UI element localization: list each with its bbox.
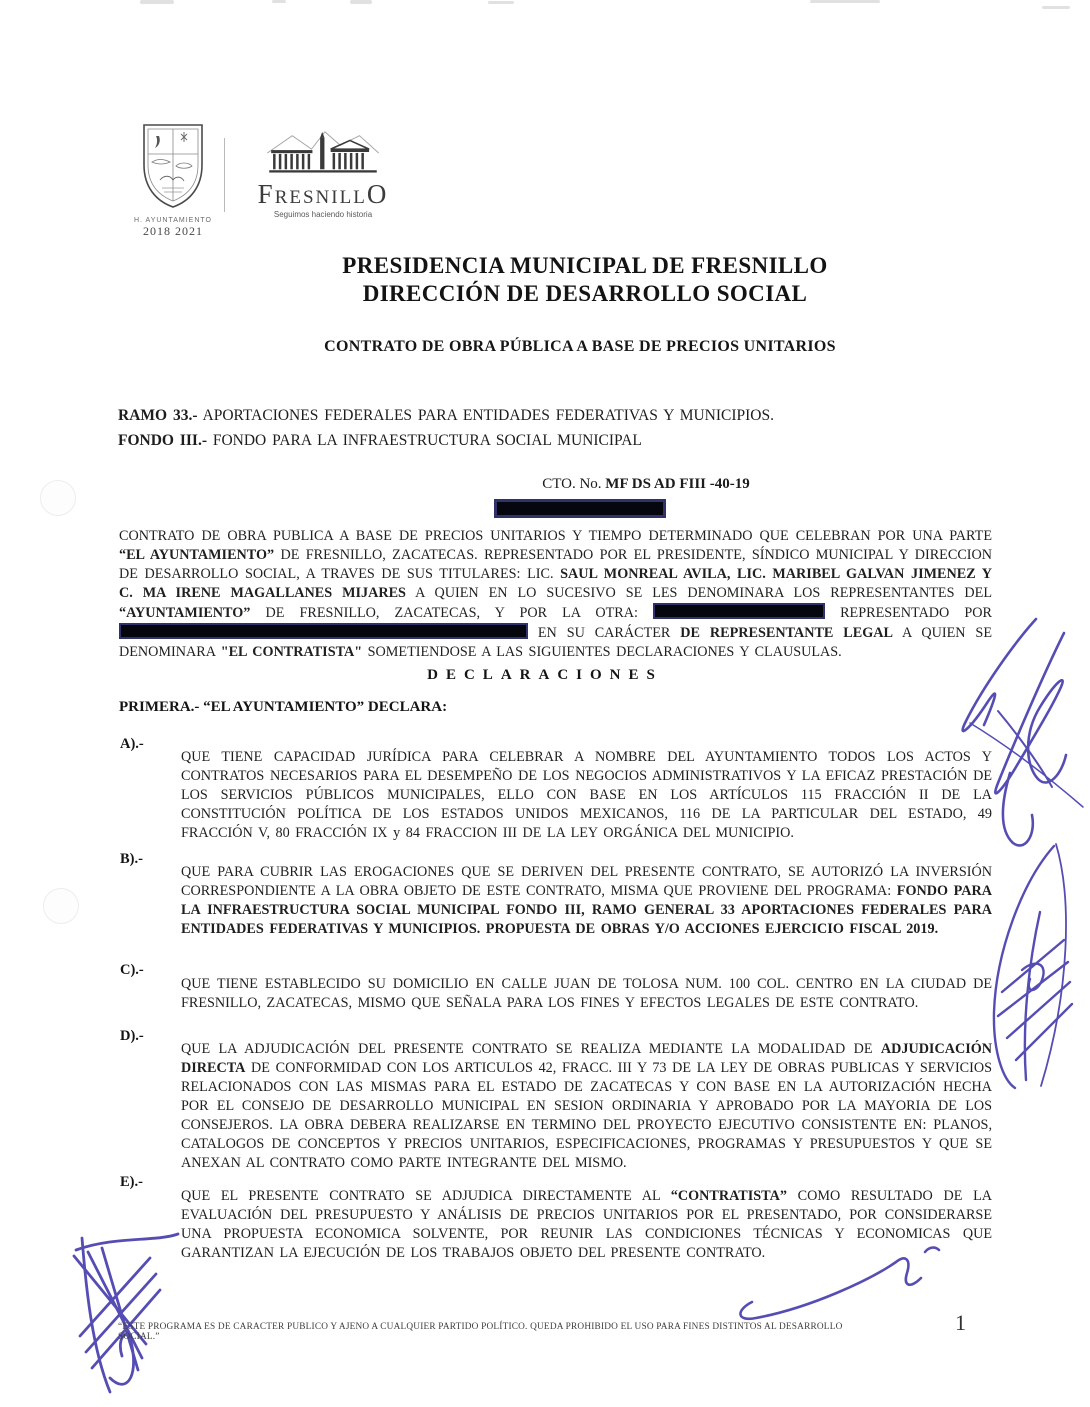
signature-ink-1	[940, 615, 1090, 853]
shield-caption: H. AYUNTAMIENTO	[133, 217, 212, 224]
program-block	[118, 404, 992, 453]
scan-artifact	[488, 1, 514, 4]
scan-artifact	[1042, 6, 1070, 9]
document-subtitle: CONTRATO DE OBRA PÚBLICA A BASE DE PRECIOS UNITARIOS	[324, 338, 836, 355]
redaction-bar	[653, 603, 825, 619]
scan-artifact	[350, 0, 372, 4]
logo-divider	[224, 138, 225, 212]
item-label-b: B).-	[120, 851, 143, 867]
document-title	[80, 252, 1090, 308]
page-number: 1	[955, 1310, 966, 1335]
scan-artifact	[272, 0, 286, 3]
scan-artifact	[140, 0, 174, 4]
ramo-line: RAMO 33.- APORTACIONES FEDERALES PARA ENTIDADES FEDERATIVAS Y MUNICIPIOS.	[118, 407, 774, 424]
shield-caption-years: 2018 2021	[143, 224, 203, 238]
contract-number: MF DS AD FIII -40-19	[605, 476, 750, 492]
colonnade-icon	[264, 128, 382, 176]
brand-name: FRESNILLO	[257, 179, 389, 209]
item-text-a: QUE TIENE CAPACIDAD JURÍDICA PARA CELEBRAR A NOMBRE DEL AYUNTAMIENTO TODOS LOS ACTOS Y CONTRATOS NECESARIOS PARA EL DESEMPEÑO DE LOS NEGOCIOS ADMINISTRATIVOS Y LA EFICAZ PRESTACIÓN DE LOS SERVICIOS PÚBLICOS MUNICIPALES, ELLO CON BASE EN LOS ARTÍCULOS 115 FRACCIÓN II DE LA CONSTITUCIÓN POLÍTICA DE LOS ESTADOS UNIDOS MEXICANOS, 116 DE LA PARTICULAR DEL ESTADO, 49 FRACCIÓN V, 80 FRACCIÓN IX y 84 FRACCION III DE LA LEY ORGÁNICA DEL MUNICIPIO.	[181, 749, 992, 841]
primera-heading: PRIMERA.- “EL AYUNTAMIENTO” DECLARA:	[119, 699, 448, 715]
item-label-c: C).-	[120, 962, 144, 978]
redaction-bar	[494, 499, 666, 518]
fondo-line: FONDO III.- FONDO PARA LA INFRAESTRUCTURA SOCIAL MUNICIPAL	[118, 431, 642, 449]
signature-ink-3	[48, 1226, 206, 1401]
scan-artifact	[810, 0, 880, 3]
title-line-1: PRESIDENCIA MUNICIPAL DE FRESNILLO	[342, 253, 828, 278]
fresnillo-logo	[238, 128, 408, 219]
hole-punch-mark	[40, 480, 76, 516]
item-text-d: QUE LA ADJUDICACIÓN DEL PRESENTE CONTRATO SE REALIZA MEDIANTE LA MODALIDAD DE ADJUDICACIÓN DIRECTA DE CONFORMIDAD CON LOS ARTICULOS 42, FRACC. III Y 73 DE LA LEY DE OBRAS PUBLICAS Y SERVICIOS RELACIONADOS CON LAS MISMAS PARA EL ESTADO DE ZACATECAS Y CON BASE EN LA AUTORIZACIÓN HECHA POR EL CONSEJO DE DESARROLLO MUNICIPAL EN SESION ORDINARIA Y APROBADO POR LA MAYORIA DE LOS CONSEJEROS. LA OBRA DEBERA REALIZARSE EN TERMINO DEL PROYECTO EJECUTIVO CONSISTENTE EN: PLANOS, CATALOGOS DE CONCEPTOS Y PRECIOS UNITARIOS, ESPECIFICACIONES, PROGRAMAS Y PRESUPUESTOS Y QUE SE ANEXAN AL CONTRATO COMO PARTE INTEGRANTE DEL MISMO.	[181, 1041, 992, 1171]
brand-tagline: Seguimos haciendo historia	[273, 210, 373, 219]
intro-paragraph: CONTRATO DE OBRA PUBLICA A BASE DE PRECIOS UNITARIOS Y TIEMPO DETERMINADO QUE CELEBRAN POR UNA PARTE “EL AYUNTAMIENTO” DE FRESNILLO, ZACATECAS. REPRESENTADO POR EL PRESIDENTE, SÍNDICO MUNICIPAL Y DIRECCION DE DESARROLLO SOCIAL, A TRAVES DE SUS TITULARES: LIC. SAUL MONREAL AVILA, LIC. MARIBEL GALVAN JIMENEZ Y C. MA IRENE MAGALLANES MIJARES A QUIEN EN LO SUCESIVO SE LES DENOMINARA LOS REPRESENTANTES DEL “AYUNTAMIENTO” DE FRESNILLO, ZACATECAS, Y POR LA OTRA: REPRESENTADO POR EN SU CARÁCTER DE REPRESENTANTE LEGAL A QUIEN SE DENOMINARA "EL CONTRATISTA" SOMETIENDOSE A LAS SIGUIENTES DECLARACIONES Y CLAUSULAS.	[119, 528, 992, 660]
redaction-bar	[119, 623, 528, 639]
declaraciones-heading: DECLARACIONES	[427, 667, 663, 683]
item-label-e: E).-	[120, 1174, 143, 1190]
item-text-b: QUE PARA CUBRIR LAS EROGACIONES QUE SE DERIVEN DEL PRESENTE CONTRATO, SE AUTORIZÓ LA INVERSIÓN CORRESPONDIENTE A LA OBRA OBJETO DE ESTE CONTRATO, MISMA QUE PROVIENE DEL PROGRAMA: FONDO PARA LA INFRAESTRUCTURA SOCIAL MUNICIPAL FONDO III, RAMO GENERAL 33 APORTACIONES FEDERALES PARA ENTIDADES FEDERATIVAS Y MUNICIPIOS. PROPUESTA DE OBRAS Y/O ACCIONES EJERCICIO FISCAL 2019.	[181, 864, 992, 937]
contract-number-line: CTO. No. MF DS AD FIII -40-19	[542, 476, 750, 492]
footer-legend: “ESTE PROGRAMA ES DE CARACTER PUBLICO Y AJENO A CUALQUIER PARTIDO POLÍTICO. QUEDA PROHIBIDO EL USO PARA FINES DISTINTOS AL DESARROLLO SOCIAL.”	[118, 1322, 843, 1342]
signature-ink-2	[980, 840, 1088, 1095]
title-line-2: DIRECCIÓN DE DESARROLLO SOCIAL	[362, 281, 808, 306]
municipal-shield-logo	[132, 122, 214, 239]
hole-punch-mark	[43, 888, 79, 924]
signature-ink-4	[728, 1244, 946, 1328]
item-label-d: D).-	[120, 1028, 144, 1044]
item-text-e: QUE EL PRESENTE CONTRATO SE ADJUDICA DIRECTAMENTE AL “CONTRATISTA” COMO RESULTADO DE LA EVALUACIÓN DEL PRESUPUESTO Y ANÁLISIS DE PRECIOS UNITARIOS POR EL PRESENTADO, POR CONSIDERARSE UNA PROPUESTA ECONOMICA SOLVENTE, POR REUNIR LAS CONDICIONES TÉCNICAS Y ECONOMICAS QUE GARANTIZAN LA EJECUCIÓN DE LOS TRABAJOS OBJETO DEL PRESENTE CONTRATO.	[181, 1188, 992, 1261]
item-text-c: QUE TIENE ESTABLECIDO SU DOMICILIO EN CALLE JUAN DE TOLOSA NUM. 100 COL. CENTRO EN LA CIUDAD DE FRESNILLO, ZACATECAS, MISMO QUE SEÑALA PARA LOS FINES Y EFECTOS LEGALES DE ESTE CONTRATO.	[181, 976, 992, 1011]
item-label-a: A).-	[120, 736, 144, 752]
shield-icon	[140, 122, 206, 210]
